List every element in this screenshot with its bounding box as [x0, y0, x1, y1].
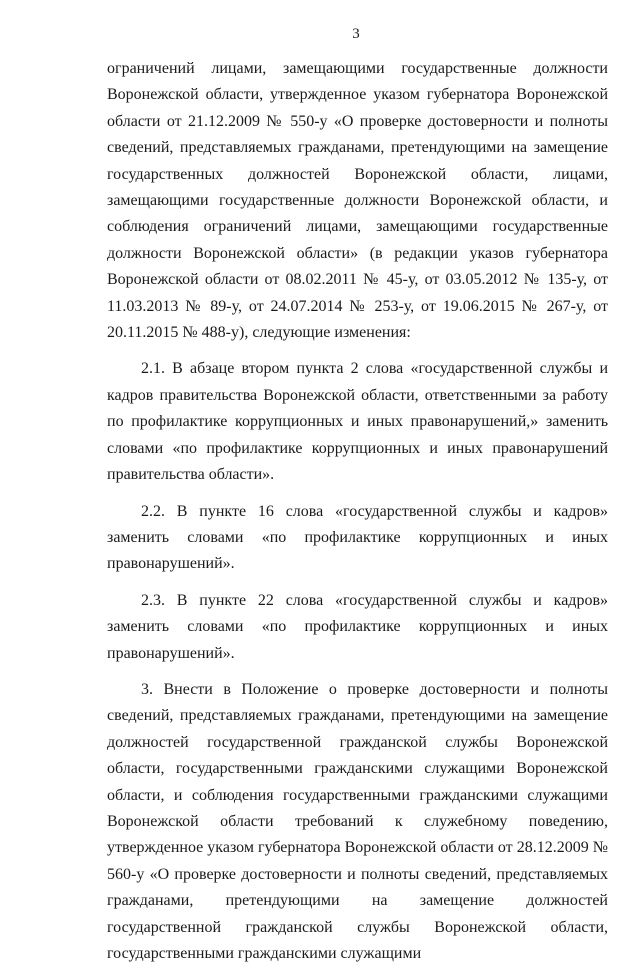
paragraph-item-2-3: 2.3. В пункте 22 слова «государственной службы и кадров» заменить словами «по профилактике коррупционных и иных правонарушений». [107, 591, 608, 662]
page-number: 3 [352, 26, 360, 42]
paragraph-item-3: 3. Внести в Положение о проверке достоверности и полноты сведений, представляемых гражданами, претендующими на замещение должностей государственной гражданской службы Воронежской области, государственными гражданскими служащими Воронежской области, и соблюдения государственными гражданскими служащими Воронежской области требований к служебному поведению, утвержденное указом губернатора Воронежской области от 28.12.2009 № 560-у «О проверке достоверности и полноты сведений, представляемых гражданами, претендующими на замещение должностей государственной гражданской службы Воронежской области, государственными гражданскими служащими [107, 680, 608, 962]
paragraph-item-2-1: 2.1. В абзаце втором пункта 2 слова «государственной службы и кадров правительства Воронежской области, ответственными за работу по профилактике коррупционных и иных правонарушений,» заменить словами «по профилактике коррупционных и иных правонарушений правительства области». [107, 360, 608, 484]
document-body [107, 56, 608, 967]
paragraph-continuation: ограничений лицами, замещающими государственные должности Воронежской области, утвержденное указом губернатора Воронежской области от 21.12.2009 № 550-у «О проверке достоверности и полноты сведений, представляемых гражданами, претендующими на замещение государственных должностей Воронежской области, лицами, замещающими государственные должности Воронежской области, и соблюдения ограничений лицами, замещающими государственные должности Воронежской области» (в редакции указов губернатора Воронежской области от 08.02.2011 № 45-у, от 03.05.2012 № 135-у, от 11.03.2013 № 89-у, от 24.07.2014 № 253-у, от 19.06.2015 № 267-у, от 20.11.2015 № 488-у), следующие изменения: [107, 60, 608, 342]
paragraph-item-2-2: 2.2. В пункте 16 слова «государственной службы и кадров» заменить словами «по профилактике коррупционных и иных правонарушений». [107, 502, 608, 573]
